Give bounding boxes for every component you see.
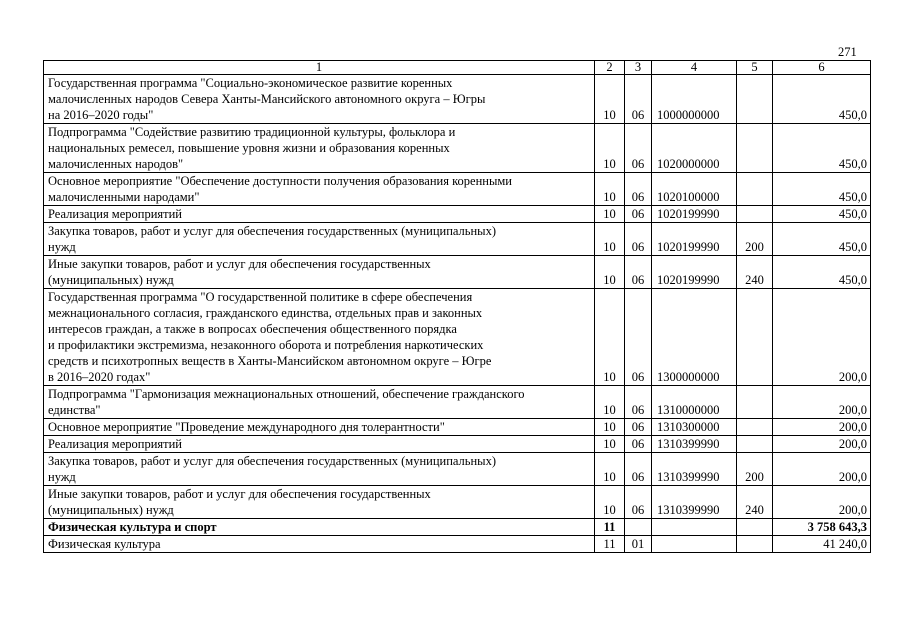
- row-pr-cell: 06: [625, 75, 652, 124]
- row-pr-cell: 06: [625, 419, 652, 436]
- row-name-cell: [44, 75, 595, 124]
- row-name-line: единства": [48, 403, 101, 417]
- row-vr-cell: [737, 206, 773, 223]
- row-name-line: Физическая культура: [48, 537, 161, 551]
- table-row: [44, 289, 871, 386]
- table-row: [44, 75, 871, 124]
- row-pr-cell: 06: [625, 206, 652, 223]
- row-name-line: в 2016–2020 годах": [48, 370, 151, 384]
- row-name-line: Иные закупки товаров, работ и услуг для обеспечения государственных: [48, 487, 431, 501]
- row-name-cell: [44, 289, 595, 386]
- row-name-line: Физическая культура и спорт: [48, 520, 217, 534]
- row-name-line: Государственная программа "Социально-экономическое развитие коренных: [48, 76, 453, 90]
- row-name-line: межнационального согласия, гражданского единства, отдельных прав и законных: [48, 306, 483, 320]
- row-pr-cell: 01: [625, 536, 652, 553]
- row-amount-cell: 450,0: [773, 75, 871, 124]
- row-rz-cell: 10: [595, 486, 625, 519]
- row-name-line: средств и психотропных веществ в Ханты-Мансийском автономном округе – Югре: [48, 354, 492, 368]
- row-vr-cell: [737, 173, 773, 206]
- row-amount-cell: 450,0: [773, 124, 871, 173]
- row-name-line: Основное мероприятие "Обеспечение доступности получения образования коренными: [48, 174, 512, 188]
- row-name-cell: [44, 386, 595, 419]
- row-csr-cell: 1020199990: [652, 256, 737, 289]
- row-rz-cell: 11: [595, 519, 625, 536]
- row-name-cell: [44, 223, 595, 256]
- table-row: [44, 436, 871, 453]
- row-name-cell: [44, 256, 595, 289]
- row-name-cell: [44, 206, 595, 223]
- row-pr-cell: 06: [625, 173, 652, 206]
- row-csr-cell: 1310000000: [652, 386, 737, 419]
- header-cell-name: 1: [44, 61, 595, 75]
- row-name-line: Реализация мероприятий: [48, 207, 182, 221]
- row-amount-cell: 200,0: [773, 289, 871, 386]
- table-row: [44, 486, 871, 519]
- row-name-line: Государственная программа "О государственной политике в сфере обеспечения: [48, 290, 473, 304]
- row-amount-cell: 41 240,0: [773, 536, 871, 553]
- row-name-line: малочисленными народами": [48, 190, 200, 204]
- row-amount-cell: 200,0: [773, 486, 871, 519]
- row-amount-cell: 3 758 643,3: [773, 519, 871, 536]
- row-amount-cell: 450,0: [773, 256, 871, 289]
- row-name-line: малочисленных народов": [48, 157, 184, 171]
- row-vr-cell: [737, 419, 773, 436]
- row-rz-cell: 10: [595, 419, 625, 436]
- header-cell-pr: 3: [625, 61, 652, 75]
- row-vr-cell: [737, 289, 773, 386]
- table-row: [44, 256, 871, 289]
- row-rz-cell: 10: [595, 453, 625, 486]
- header-cell-csr: 4: [652, 61, 737, 75]
- row-pr-cell: 06: [625, 386, 652, 419]
- row-csr-cell: [652, 536, 737, 553]
- budget-table: [43, 60, 871, 553]
- row-rz-cell: 10: [595, 75, 625, 124]
- row-csr-cell: 1310399990: [652, 486, 737, 519]
- row-name-line: на 2016–2020 годы": [48, 108, 154, 122]
- row-rz-cell: 10: [595, 124, 625, 173]
- row-amount-cell: 200,0: [773, 419, 871, 436]
- row-name-line: Иные закупки товаров, работ и услуг для обеспечения государственных: [48, 257, 431, 271]
- row-name-cell: [44, 436, 595, 453]
- header-cell-vr: 5: [737, 61, 773, 75]
- row-amount-cell: 450,0: [773, 223, 871, 256]
- row-rz-cell: 10: [595, 223, 625, 256]
- row-pr-cell: 06: [625, 486, 652, 519]
- row-name-line: Закупка товаров, работ и услуг для обеспечения государственных (муниципальных): [48, 454, 496, 468]
- table-row: [44, 519, 871, 536]
- row-name-cell: [44, 453, 595, 486]
- row-rz-cell: 10: [595, 173, 625, 206]
- row-vr-cell: [737, 386, 773, 419]
- row-vr-cell: [737, 536, 773, 553]
- header-cell-rz: 2: [595, 61, 625, 75]
- row-rz-cell: 10: [595, 436, 625, 453]
- table-row: [44, 124, 871, 173]
- row-vr-cell: [737, 519, 773, 536]
- row-amount-cell: 450,0: [773, 206, 871, 223]
- row-pr-cell: 06: [625, 223, 652, 256]
- row-amount-cell: 200,0: [773, 436, 871, 453]
- row-csr-cell: 1000000000: [652, 75, 737, 124]
- table-row: [44, 419, 871, 436]
- row-amount-cell: 450,0: [773, 173, 871, 206]
- row-csr-cell: 1310399990: [652, 436, 737, 453]
- row-csr-cell: 1020000000: [652, 124, 737, 173]
- row-pr-cell: [625, 519, 652, 536]
- row-rz-cell: 10: [595, 386, 625, 419]
- row-rz-cell: 10: [595, 256, 625, 289]
- table-row: [44, 386, 871, 419]
- row-name-cell: [44, 519, 595, 536]
- row-name-line: нужд: [48, 470, 76, 484]
- row-name-line: Основное мероприятие "Проведение международного дня толерантности": [48, 420, 445, 434]
- row-csr-cell: 1020199990: [652, 223, 737, 256]
- row-vr-cell: 200: [737, 223, 773, 256]
- row-pr-cell: 06: [625, 436, 652, 453]
- table-body: [44, 61, 871, 553]
- row-amount-cell: 200,0: [773, 453, 871, 486]
- row-pr-cell: 06: [625, 256, 652, 289]
- row-csr-cell: 1020100000: [652, 173, 737, 206]
- table-row: [44, 453, 871, 486]
- row-csr-cell: 1300000000: [652, 289, 737, 386]
- row-name-line: Подпрограмма "Содействие развитию традиционной культуры, фольклора и: [48, 125, 456, 139]
- row-csr-cell: [652, 519, 737, 536]
- header-cell-amount: 6: [773, 61, 871, 75]
- row-name-line: Подпрограмма "Гармонизация межнациональных отношений, обеспечение гражданского: [48, 387, 525, 401]
- row-name-cell: [44, 173, 595, 206]
- row-rz-cell: 10: [595, 289, 625, 386]
- row-name-line: национальных ремесел, повышение уровня жизни и образования коренных: [48, 141, 450, 155]
- row-name-line: (муниципальных) нужд: [48, 503, 174, 517]
- row-name-line: (муниципальных) нужд: [48, 273, 174, 287]
- row-name-line: и профилактики экстремизма, незаконного оборота и потребления наркотических: [48, 338, 484, 352]
- row-rz-cell: 11: [595, 536, 625, 553]
- row-csr-cell: 1310399990: [652, 453, 737, 486]
- row-name-line: интересов граждан, а также в вопросах обеспечения общественного порядка: [48, 322, 457, 336]
- row-pr-cell: 06: [625, 289, 652, 386]
- table-row: [44, 536, 871, 553]
- row-name-line: нужд: [48, 240, 76, 254]
- row-vr-cell: 200: [737, 453, 773, 486]
- row-amount-cell: 200,0: [773, 386, 871, 419]
- row-name-cell: [44, 536, 595, 553]
- row-name-cell: [44, 124, 595, 173]
- row-name-line: малочисленных народов Севера Ханты-Мансийского автономного округа – Югры: [48, 92, 486, 106]
- table-row: [44, 206, 871, 223]
- row-rz-cell: 10: [595, 206, 625, 223]
- row-csr-cell: 1310300000: [652, 419, 737, 436]
- row-vr-cell: 240: [737, 256, 773, 289]
- row-vr-cell: [737, 436, 773, 453]
- row-name-cell: [44, 419, 595, 436]
- table-row: [44, 173, 871, 206]
- row-vr-cell: 240: [737, 486, 773, 519]
- row-pr-cell: 06: [625, 124, 652, 173]
- row-pr-cell: 06: [625, 453, 652, 486]
- row-vr-cell: [737, 75, 773, 124]
- table-header-row: [44, 61, 871, 75]
- table-row: [44, 223, 871, 256]
- row-name-cell: [44, 486, 595, 519]
- row-csr-cell: 1020199990: [652, 206, 737, 223]
- row-vr-cell: [737, 124, 773, 173]
- page-number: 271: [838, 45, 857, 59]
- row-name-line: Реализация мероприятий: [48, 437, 182, 451]
- row-name-line: Закупка товаров, работ и услуг для обеспечения государственных (муниципальных): [48, 224, 496, 238]
